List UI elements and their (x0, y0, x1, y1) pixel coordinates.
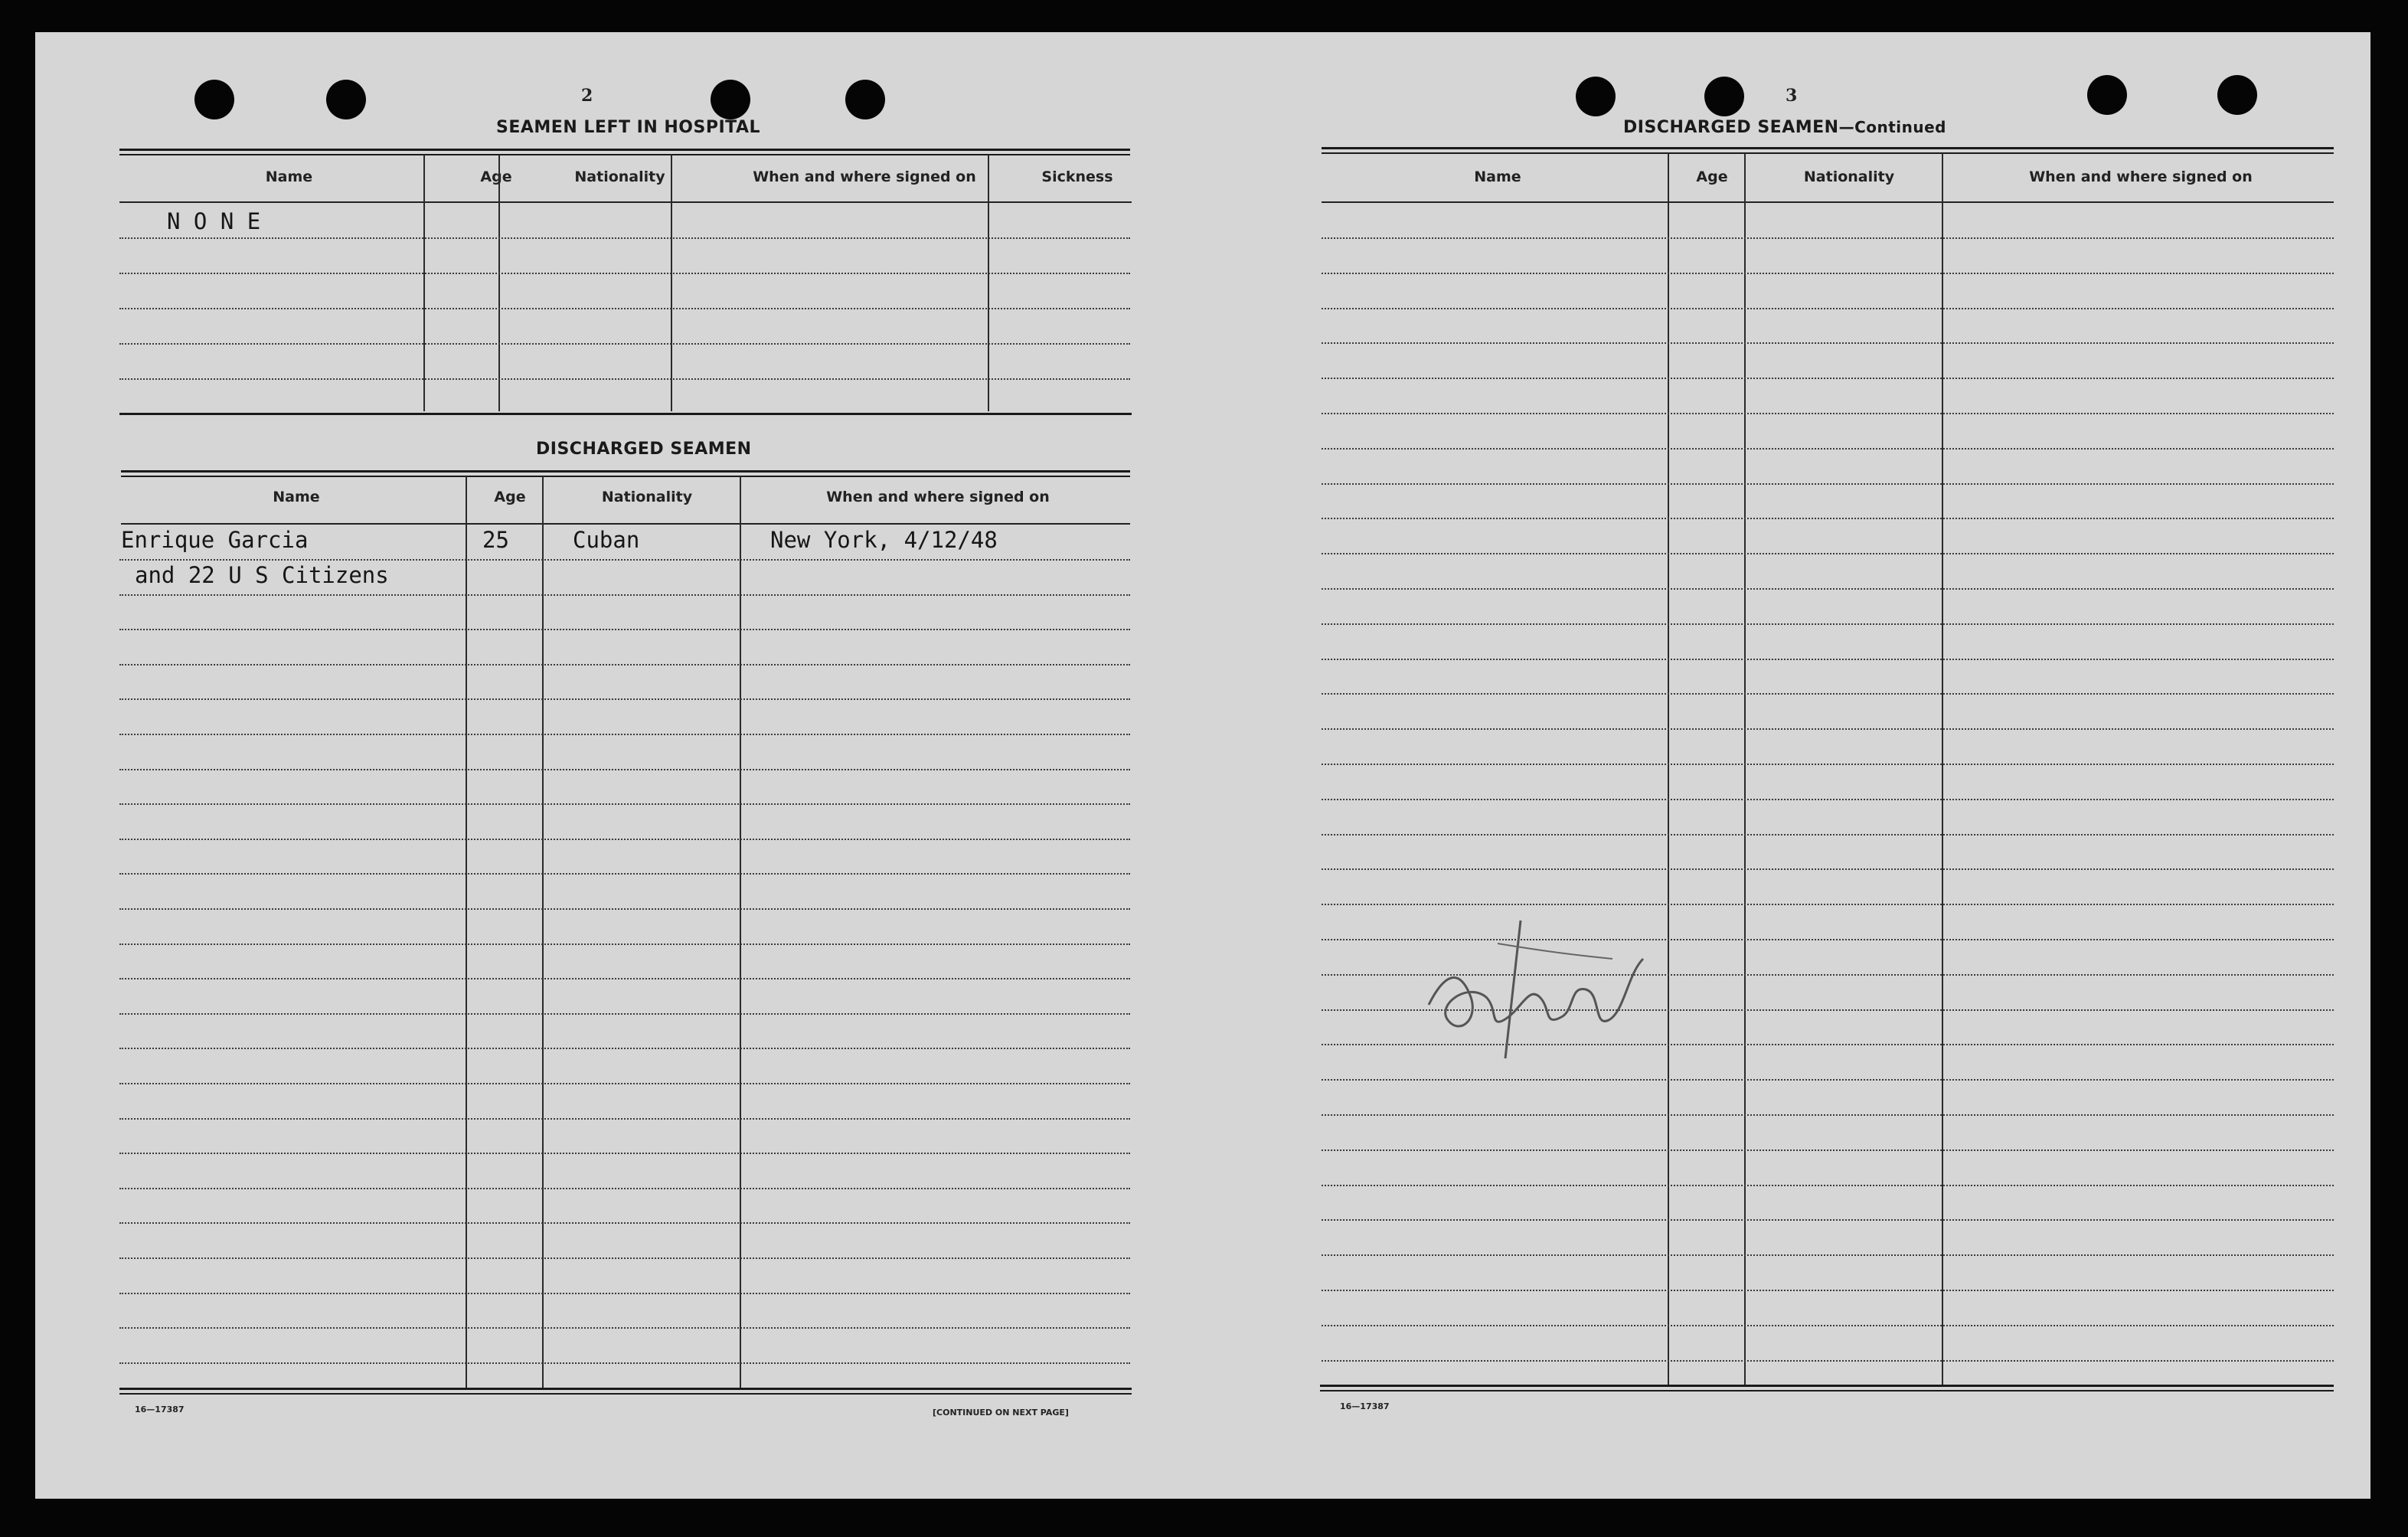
table-row-line (1322, 659, 2334, 660)
left-page (35, 32, 1214, 1499)
table-row-line (119, 943, 1130, 945)
column-header-name: Name (265, 168, 313, 185)
table-row-line (1322, 1185, 2334, 1186)
table-row-line (1322, 553, 2334, 554)
table-row-line (1322, 237, 2334, 239)
table-row-line (1322, 764, 2334, 765)
table-row-name: Enrique Garcia (121, 527, 309, 553)
table-row-line (119, 1188, 1130, 1189)
table-row-line (119, 594, 1130, 596)
column-header-age: Age (1696, 168, 1728, 185)
table-row-line (119, 839, 1130, 840)
table-bottom-rule (119, 413, 1132, 415)
right-page (1230, 32, 2370, 1499)
table-row-line (119, 343, 1130, 345)
column-divider (466, 476, 467, 1389)
table-row-line (119, 1013, 1130, 1015)
table-row-line (119, 978, 1130, 979)
column-divider (1942, 153, 1943, 1385)
table-row-line (1322, 1290, 2334, 1291)
column-divider (1744, 153, 1746, 1385)
column-divider (740, 476, 741, 1389)
table-row-line (1322, 588, 2334, 590)
column-header-signed-on: When and where signed on (826, 489, 1050, 505)
hospital-section-title: SEAMEN LEFT IN HOSPITAL (496, 118, 761, 137)
table-row-line (1322, 623, 2334, 625)
table-row-line (1322, 448, 2334, 450)
table-row-line (119, 308, 1130, 309)
form-number: 16—17387 (135, 1405, 185, 1414)
table-row-line (1322, 1079, 2334, 1081)
page-number: 3 (1786, 86, 1798, 106)
column-header-name: Name (273, 489, 320, 505)
column-header-age: Age (480, 168, 512, 185)
table-row-nationality: Cuban (573, 527, 640, 553)
table-row-line (119, 698, 1130, 700)
table-row-line (119, 559, 1130, 561)
hospital-entry-none: N O N E (167, 208, 261, 234)
table-row-line (119, 1293, 1130, 1294)
table-row-line (1322, 308, 2334, 309)
column-divider (498, 155, 500, 411)
column-header-signed-on: When and where signed on (2029, 168, 2253, 185)
column-header-rule (121, 523, 1130, 525)
table-row-line (1322, 1325, 2334, 1326)
column-divider (988, 155, 989, 411)
handwritten-signature (1413, 913, 1658, 1066)
table-row-line (119, 1083, 1130, 1084)
table-row-line (1322, 1254, 2334, 1256)
table-row-line (119, 769, 1130, 770)
table-row-line (119, 908, 1130, 910)
table-row-line (1322, 483, 2334, 485)
table-row-line (119, 1118, 1130, 1120)
form-number: 16—17387 (1340, 1401, 1390, 1411)
table-row-line (1322, 834, 2334, 836)
column-header-rule (119, 201, 1132, 203)
column-divider (1668, 153, 1669, 1385)
section-rule (121, 470, 1130, 477)
table-row-signed-on: New York, 4/12/48 (770, 527, 998, 553)
table-row-line (1322, 1360, 2334, 1362)
table-row-line (119, 1153, 1130, 1154)
table-row-line (119, 803, 1130, 805)
column-divider (542, 476, 544, 1389)
table-row-line (1322, 1114, 2334, 1116)
column-header-nationality: Nationality (1803, 168, 1895, 185)
table-row-line (1322, 799, 2334, 800)
title-main: DISCHARGED SEAMEN (1623, 118, 1839, 137)
column-header-nationality: Nationality (601, 489, 693, 505)
table-row-line (119, 273, 1130, 274)
table-row-line (1322, 904, 2334, 905)
table-row-line (1322, 728, 2334, 730)
column-divider (671, 155, 672, 411)
table-row-line (1322, 378, 2334, 379)
column-header-rule (1322, 201, 2334, 203)
table-row-line (119, 1362, 1130, 1364)
table-row-line (119, 237, 1130, 239)
discharged-section-title: DISCHARGED SEAMEN (536, 440, 752, 459)
table-row-name: and 22 U S Citizens (135, 562, 389, 588)
table-row-line (119, 1257, 1130, 1259)
table-row-line (119, 378, 1130, 380)
title-suffix: —Continued (1838, 118, 1946, 136)
table-row-line (1322, 413, 2334, 414)
discharged-continued-title (1623, 118, 1946, 137)
table-row-line (1322, 1219, 2334, 1221)
document-sheet (35, 32, 2370, 1499)
column-header-name: Name (1474, 168, 1521, 185)
table-row-line (1322, 1149, 2334, 1151)
table-row-age: 25 (482, 527, 509, 553)
table-bottom-rule (1320, 1385, 2334, 1391)
column-header-nationality: Nationality (574, 168, 665, 185)
table-row-line (119, 734, 1130, 735)
table-row-line (119, 664, 1130, 665)
table-bottom-rule (119, 1388, 1132, 1395)
continued-note: [CONTINUED ON NEXT PAGE] (933, 1408, 1069, 1418)
table-row-line (1322, 273, 2334, 274)
page-number: 2 (581, 86, 593, 106)
table-row-line (119, 629, 1130, 630)
table-row-line (1322, 868, 2334, 870)
table-row-line (119, 873, 1130, 875)
header-rule (119, 149, 1130, 155)
table-row-line (1322, 693, 2334, 695)
table-row-line (119, 1222, 1130, 1224)
header-rule (1322, 147, 2334, 154)
column-header-signed-on: When and where signed on (753, 168, 976, 185)
table-row-line (1322, 342, 2334, 344)
table-row-line (119, 1327, 1130, 1329)
table-row-line (119, 1048, 1130, 1049)
column-divider (423, 155, 425, 411)
table-row-line (1322, 518, 2334, 519)
column-header-age: Age (494, 489, 526, 505)
column-header-sickness: Sickness (1041, 168, 1113, 185)
